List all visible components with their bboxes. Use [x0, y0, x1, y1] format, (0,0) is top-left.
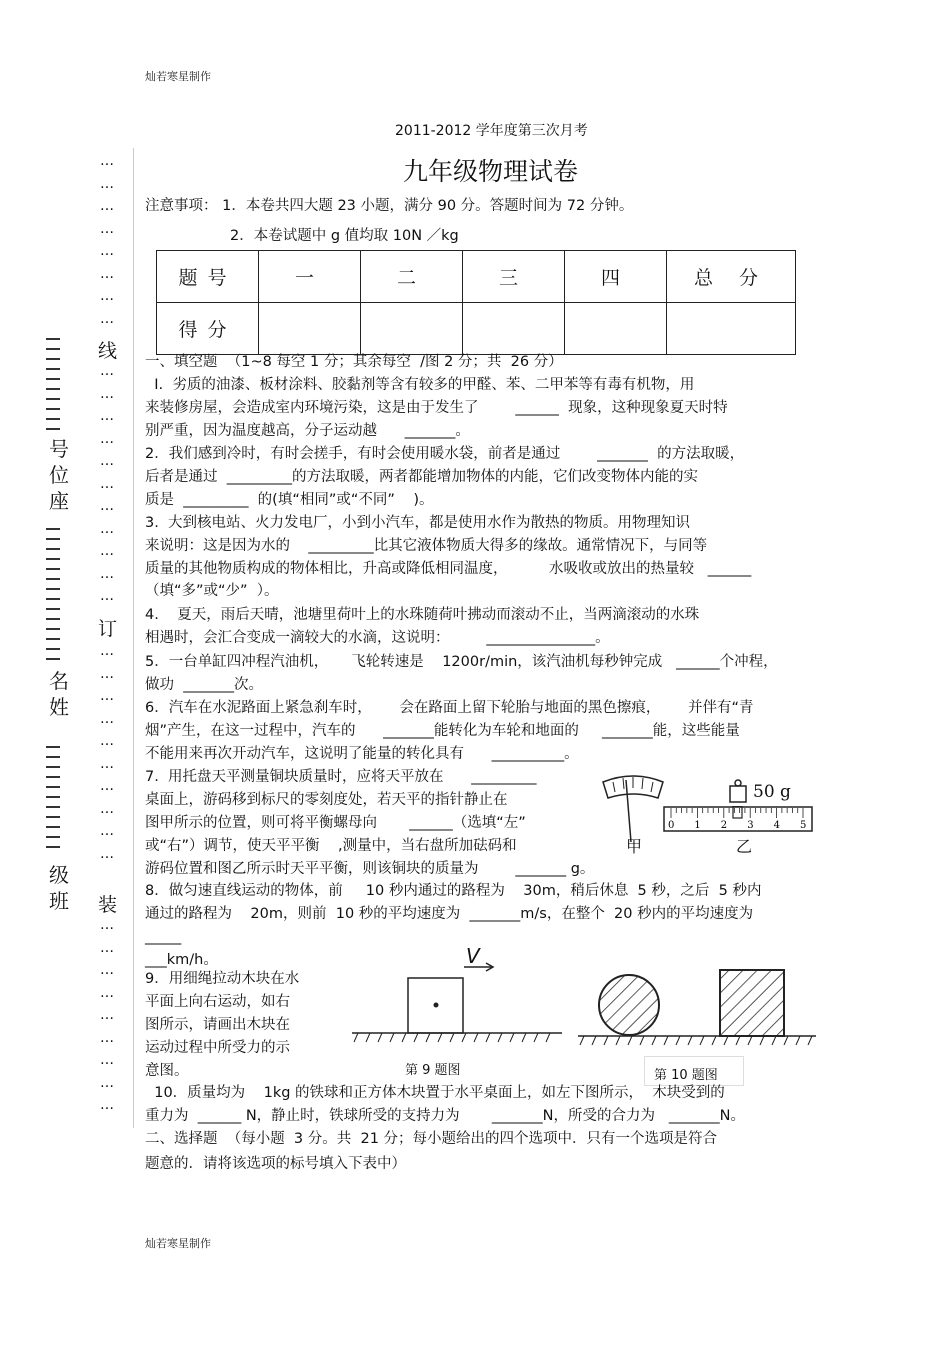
weight-icon — [726, 778, 750, 804]
class-label: 级班 — [49, 863, 69, 913]
question-line: 意图。 — [145, 1063, 189, 1079]
ruler-tick-label: 3 — [747, 820, 754, 831]
question-line: 通过的路程为 20m，则前 10 秒的平均速度为 _______m/s，在整个 20 秒内的平均速度为 — [145, 906, 754, 922]
ruler-tick-label: 0 — [668, 820, 675, 831]
score-table — [156, 250, 796, 355]
notes-line-1: 注意事项： 1．本卷共四大题 23 小题，满分 90 分。答题时间为 72 分钟。 — [145, 198, 634, 214]
question-line: 5．一台单缸四冲程汽油机， 飞轮转速是 1200r/min，该汽油机每秒钟完成 ______个冲程， — [145, 654, 778, 670]
question-line: 做功 _______次。 — [145, 677, 263, 693]
score-table-cell: 一 — [259, 251, 361, 303]
question-line: 相遇时，会汇合变成一滴较大的水滴，这说明： _______________。 — [145, 630, 610, 646]
seat-fill-ticks — [46, 330, 60, 430]
score-input-total[interactable] — [667, 303, 796, 355]
question-line: ___km/h。 — [145, 952, 218, 968]
question-line: _____ — [145, 929, 182, 945]
fig9-block-diagram[interactable] — [352, 945, 562, 1050]
class-fill-ticks[interactable] — [46, 738, 60, 856]
question-line: 或“右”）调节，使天平平衡 ,测量中，当右盘所加砝码和 — [145, 838, 517, 854]
score-table-cell: 四 — [565, 251, 667, 303]
velocity-label: V — [466, 944, 480, 968]
label-jia: 甲 — [626, 837, 643, 856]
question-line: 运动过程中所受力的示 — [145, 1040, 290, 1056]
binding-dots-mid1: … … … … … … … … … … … — [100, 363, 114, 604]
ruler-tick-label: 4 — [773, 820, 780, 831]
question-line: 3. 大到核电站、火力发电厂，小到小汽车，都是使用水作为散热的物质。用物理知识 — [145, 515, 691, 531]
question-line: 游码位置和图乙所示时天平平衡，则该铜块的质量为 _______ g。 — [145, 861, 595, 877]
ruler-tick-label: 1 — [694, 820, 701, 831]
question-line: 质是 _________ 的(填“相同”或“不同” )。 — [145, 492, 434, 508]
binding-zhuang: 装 — [98, 894, 118, 916]
question-line: 桌面上，游码移到标尺的零刻度处，若天平的指针静止在 — [145, 792, 508, 808]
score-input-4[interactable] — [565, 303, 667, 355]
score-table-cell: 题号 — [157, 251, 259, 303]
question-line: 后者是通过 _________的方法取暖，两者都能增加物体的内能，它们改变物体内能的实 — [145, 469, 698, 485]
score-input-3[interactable] — [463, 303, 565, 355]
score-table-cell: 得分 — [157, 303, 259, 355]
score-input-1[interactable] — [259, 303, 361, 355]
score-table-score-row — [157, 303, 796, 355]
binding-margin-divider — [133, 148, 134, 1128]
question-line: 来说明：这是因为水的 _________比其它液体物质大得多的缘故。通常情况下，与同等 — [145, 538, 708, 554]
question-line: 4. 夏天，雨后天晴，池塘里荷叶上的水珠随荷叶拂动而滚动不止，当两滴滚动的水珠 — [145, 607, 700, 623]
score-table-cell: 二 — [361, 251, 463, 303]
binding-dots-bottom: … … … … … … … … … — [100, 917, 114, 1113]
question-line: 图所示，请画出木块在 — [145, 1017, 290, 1033]
header-watermark: 灿若寒星制作 — [145, 70, 211, 83]
binding-dots-top: … … … … … … … … — [100, 153, 114, 327]
question-line: 9．用细绳拉动木块在水 — [145, 971, 300, 987]
seat-label: 号位座 — [49, 437, 69, 513]
exam-title: 九年级物理试卷 — [403, 157, 579, 186]
question-line: 平面上向右运动，如右 — [145, 994, 290, 1010]
score-input-2[interactable] — [361, 303, 463, 355]
exam-subtitle: 2011-2012 学年度第三次月考 — [395, 123, 588, 139]
question-line: 一、填空题 （1~8 每空 1 分；其余每空 /图 2 分；共 26 分） — [145, 354, 563, 370]
binding-xian: 线 — [98, 340, 118, 362]
ruler-tick-label: 5 — [800, 820, 807, 831]
ruler-tick-label: 2 — [720, 820, 728, 831]
score-table-header-row — [157, 251, 796, 303]
score-table-cell: 三 — [463, 251, 565, 303]
name-label: 名姓 — [49, 669, 69, 719]
footer-watermark: 灿若寒星制作 — [145, 1237, 211, 1250]
question-line: 烟”产生，在这一过程中，汽车的 _______能转化为车轮和地面的 _______能，这些能量 — [145, 723, 740, 739]
fig9-caption: 第 9 题图 — [405, 1063, 461, 1078]
question-line: 不能用来再次开动汽车，这说明了能量的转化具有 __________。 — [145, 746, 579, 762]
rider-scale-figure — [663, 806, 815, 834]
section2-line: 二、选择题 （每小题 3 分。共 21 分；每小题给出的四个选项中．只有一个选项是符合 — [145, 1131, 718, 1147]
question-line: 图甲所示的位置，则可将平衡螺母向 ______（选填“左” — [145, 815, 526, 831]
label-yi: 乙 — [736, 837, 753, 856]
question-line: 8．做匀速直线运动的物体，前 10 秒内通过的路程为 30m，稍后休息 5 秒，之后 5 秒内 — [145, 883, 762, 899]
question-line: 别严重，因为温度越高，分子运动越 _______。 — [145, 423, 470, 439]
score-table-cell: 总 分 — [667, 251, 796, 303]
question-line: 重力为 ______ N，静止时，铁球所受的支持力为 _______N，所受的合力为 _______N。 — [145, 1108, 745, 1124]
notes-line-2: 2．本卷试题中 g 值均取 10N ／kg — [230, 228, 459, 244]
question-line: 2．我们感到冷时，有时会搓手，有时会使用暖水袋，前者是通过 _______ 的方法取暖， — [145, 446, 745, 462]
question-line: Ⅰ. 劣质的油漆、板材涂料、胶黏剂等含有较多的甲醛、苯、二甲苯等有毒有机物，用 — [145, 377, 695, 393]
section2-line: 题意的．请将该选项的标号填入下表中） — [145, 1156, 406, 1172]
question-line: （填“多”或“少” ）。 — [145, 583, 279, 599]
question-line: 来装修房屋，会造成室内环境污染，这是由于发生了 ______ 现象，这种现象夏天时特 — [145, 400, 728, 416]
binding-ding: 订 — [98, 618, 118, 640]
binding-dots-mid2: … … … … … … … … … … — [100, 643, 114, 862]
question-line: 6．汽车在水泥路面上紧急刹车时， 会在路面上留下轮胎与地面的黑色擦痕， 并伴有“青 — [145, 700, 754, 716]
weight-label: 50 g — [753, 782, 791, 802]
fig10-ball-block-diagram — [578, 965, 816, 1055]
question-line: 10．质量均为 1kg 的铁球和正方体木块置于水平桌面上，如左下图所示， 木块受到的 — [145, 1085, 725, 1101]
ruler-frame — [664, 807, 812, 831]
question-line: 7. 用托盘天平测量铜块质量时，应将天平放在 _________ — [145, 769, 537, 785]
name-fill-ticks[interactable] — [46, 520, 60, 662]
question-line: 质量的其他物质构成的物体相比，升高或降低相同温度， 水吸收或放出的热量较 ______ — [145, 561, 752, 577]
fig10-caption: 第 10 题图 — [654, 1068, 718, 1083]
